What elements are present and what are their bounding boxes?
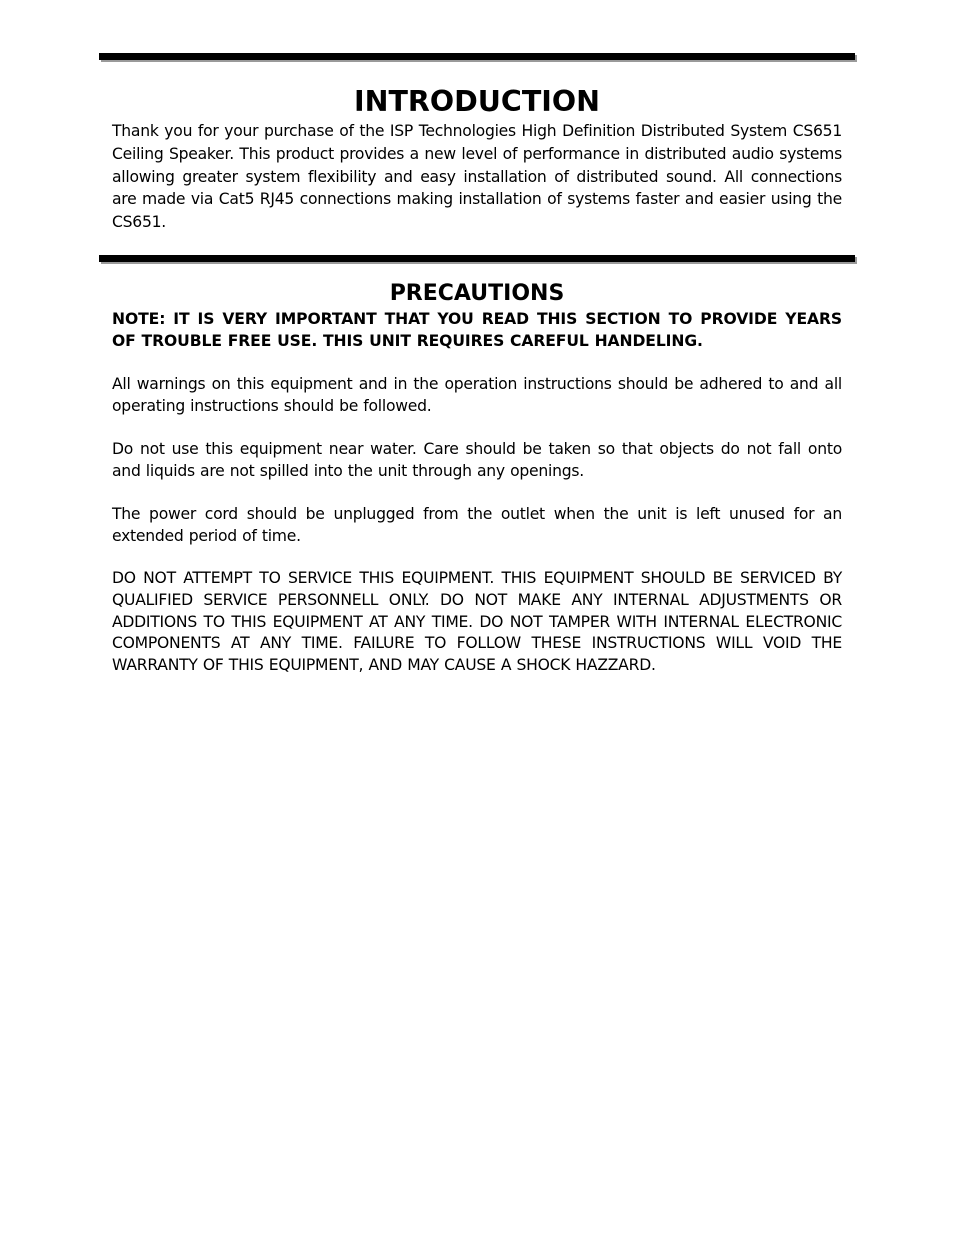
- introduction-heading: INTRODUCTION: [354, 85, 600, 118]
- introduction-paragraph: Thank you for your purchase of the ISP Technologies High Definition Distributed System CS651 Ceiling Speaker. This product provides a new level of performance in distributed audio systems allowing greater system flexibility and easy installation of distributed sound. All connections are made via Cat5 RJ45 connections making installation of systems faster and easier using the CS651.: [112, 122, 842, 232]
- precautions-warnings-paragraph: All warnings on this equipment and in the operation instructions should be adhered to and all operating instructions should be followed.: [112, 375, 842, 415]
- section-divider-rule: [99, 255, 855, 262]
- precautions-water-paragraph: Do not use this equipment near water. Care should be taken so that objects do not fall onto and liquids are not spilled into the unit through any openings.: [112, 440, 842, 480]
- precautions-note: NOTE: IT IS VERY IMPORTANT THAT YOU READ THIS SECTION TO PROVIDE YEARS OF TROUBLE FREE USE. THIS UNIT REQUIRES CAREFUL HANDELING.: [112, 310, 842, 350]
- precautions-service-paragraph: DO NOT ATTEMPT TO SERVICE THIS EQUIPMENT. THIS EQUIPMENT SHOULD BE SERVICED BY QUALIFIED SERVICE PERSONNELL ONLY. DO NOT MAKE ANY INTERNAL ADJUSTMENTS OR ADDITIONS TO THIS EQUIPMENT AT ANY TIME. DO NOT TAMPER WITH INTERNAL ELECTRONIC COMPONENTS AT ANY TIME. FAILURE TO FOLLOW THESE INSTRUCTIONS WILL VOID THE WARRANTY OF THIS EQUIPMENT, AND MAY CAUSE A SHOCK HAZZARD.: [112, 569, 842, 675]
- precautions-power-cord-paragraph: The power cord should be unplugged from the outlet when the unit is left unused for an extended period of time.: [112, 505, 842, 545]
- top-divider-rule: [99, 53, 855, 60]
- precautions-heading: PRECAUTIONS: [389, 281, 565, 306]
